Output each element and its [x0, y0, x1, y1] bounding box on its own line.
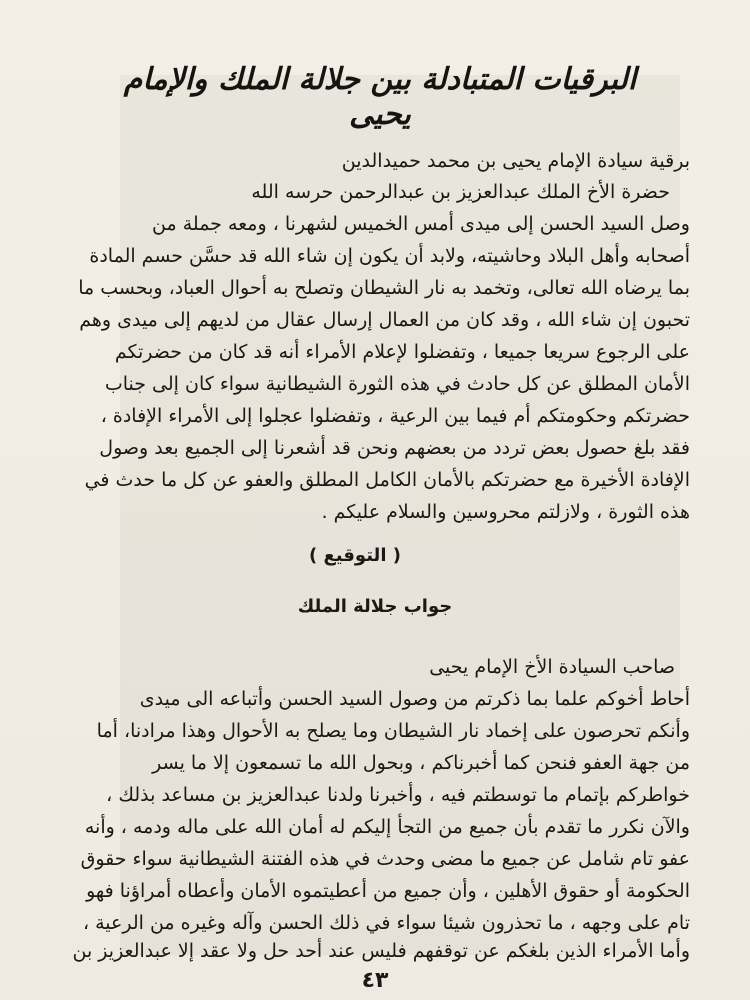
- reply-line: وأما الأمراء الذين بلغكم عن توقفهم فليس عند أحد حل ولا عقد إلا عبدالعزيز بن: [72, 940, 690, 962]
- reply-line: تام على وجهه ، ما تحذرون شيئا سواء في ذلك الحسن وآله وغيره من الرعية ،: [82, 912, 690, 934]
- telegram-line: الإفادة الأخيرة مع حضرتكم بالأمان الكامل المطلق والعفو عن كل ما حدث في: [84, 469, 690, 491]
- telegram-line: الأمان المطلق عن كل حادث في هذه الثورة الشيطانية سواء كان إلى جناب: [104, 373, 690, 395]
- signature-label: ( التوقيع ): [309, 545, 401, 566]
- telegram-line: بما يرضاه الله تعالى، وتخمد به نار الشيطان وتصلح به أحوال العباد، وبحسب ما: [78, 277, 690, 299]
- page-number: ٤٣: [361, 968, 389, 993]
- telegram-line: تحبون إن شاء الله ، وقد كان من العمال إرسال عقال من لديهم إلى ميدى وهم: [79, 309, 690, 331]
- telegram-addressee: حضرة الأخ الملك عبدالعزيز بن عبدالرحمن حرسه الله: [251, 181, 670, 203]
- reply-line: من جهة العفو فنحن كما أخبرناكم ، وبحول الله ما تسمعون إلا ما يسر: [152, 752, 690, 774]
- reply-line: والآن نكرر ما تقدم بأن جميع من التجأ إليكم له أمان الله على ماله ودمه ، وأنه: [84, 816, 690, 838]
- reply-addressee: صاحب السيادة الأخ الإمام يحيى: [429, 656, 675, 678]
- reply-line: عفو تام شامل عن جميع ما مضى وحدث في هذه الفتنة الشيطانية سواء حقوق: [80, 848, 690, 870]
- reply-line: أحاط أخوكم علما بما ذكرتم من وصول السيد الحسن وأتباعه الى ميدى: [139, 688, 690, 710]
- reply-line: الحكومة أو حقوق الأهلين ، وأن جميع من أعطيتموه الأمان وأعطاه أمراؤنا فهو: [86, 880, 690, 902]
- telegram-line: وصل السيد الحسن إلى ميدى أمس الخميس لشهرنا ، ومعه جملة من: [152, 213, 690, 235]
- page-title: البرقيات المتبادلة بين جلالة الملك والإمام يحيى: [123, 62, 637, 132]
- reply-heading: جواب جلالة الملك: [297, 596, 453, 617]
- telegram-line: هذه الثورة ، ولازلتم محروسين والسلام عليكم .: [321, 501, 690, 523]
- telegram-line: فقد بلغ حصول بعض تردد من بعضهم ونحن قد أشعرنا إلى الجميع بعد وصول: [99, 437, 690, 459]
- telegram-line: أصحابه وأهل البلاد وحاشيته، ولابد أن يكون إن شاء الله قد حسَّن حسم المادة: [89, 245, 690, 267]
- telegram-heading: برقية سيادة الإمام يحيى بن محمد حميدالدين: [341, 150, 690, 172]
- telegram-line: على الرجوع سريعا جميعا ، وتفضلوا لإعلام الأمراء أنه قد كان من حضرتكم: [114, 341, 690, 363]
- reply-line: وأنكم تحرصون على إخماد نار الشيطان وما يصلح به الأحوال وهذا مرادنا، أما: [96, 720, 690, 742]
- telegram-line: حضرتكم وحكومتكم أم فيما بين الرعية ، وتفضلوا عجلوا إلى الأمراء الإفادة ،: [100, 405, 690, 427]
- reply-line: خواطركم بإتمام ما توسطتم فيه ، وأخبرنا ولدنا عبدالعزيز بن مساعد بذلك ،: [106, 784, 690, 806]
